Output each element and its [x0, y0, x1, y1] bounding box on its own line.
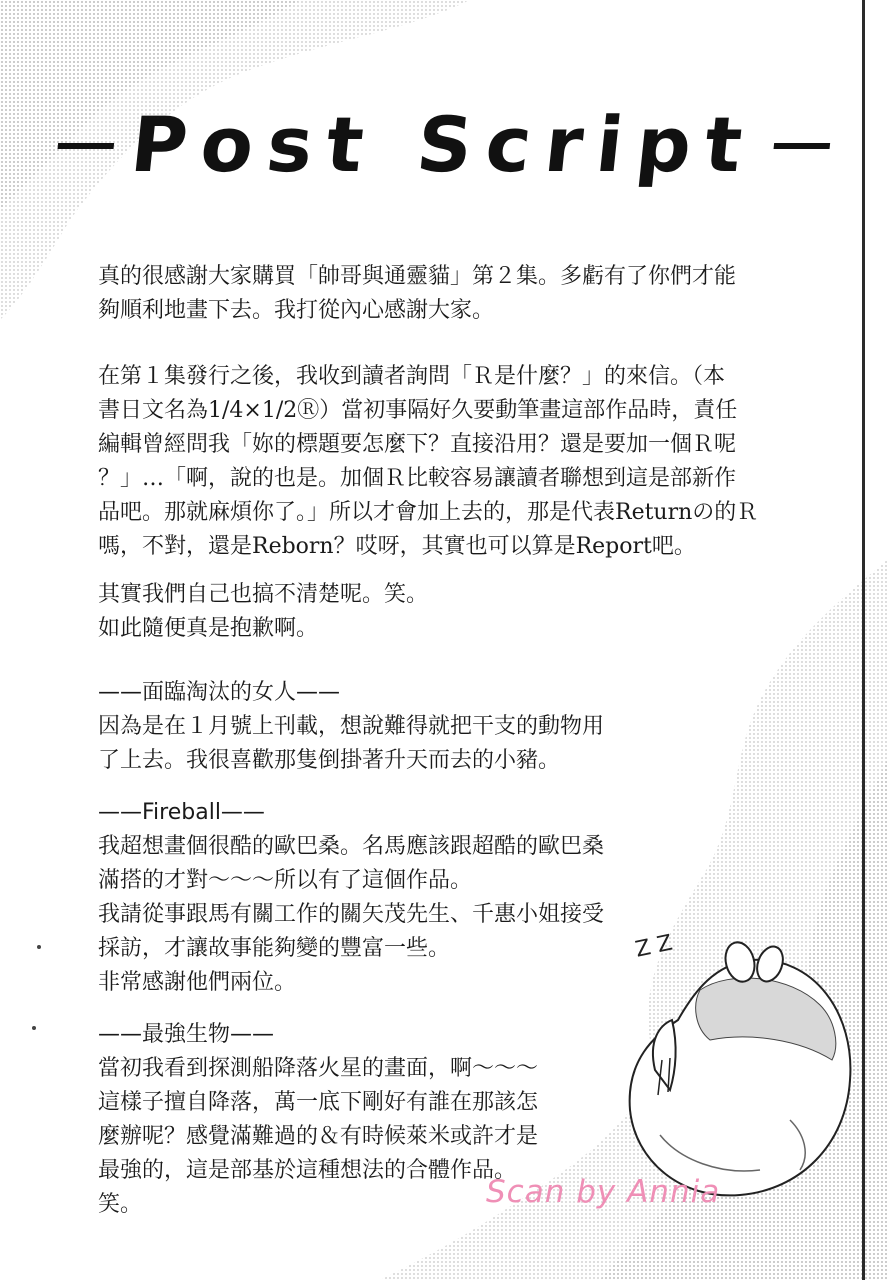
text-line: 麼辦呢？感覺滿難過的＆有時候萊米或許才是 [98, 1124, 539, 1149]
section-heading: ——面臨淘汰的女人—— [98, 680, 341, 705]
text-line: 嗎，不對，還是Reborn？哎呀，其實也可以算是Report吧。 [98, 534, 696, 559]
text-line: 滿搭的才對～～～所以有了這個作品。 [98, 868, 473, 893]
section-heading: ——Fireball—— [98, 800, 265, 825]
text-line: 夠順利地畫下去。我打從內心感謝大家。 [98, 298, 495, 323]
story-section-1 [98, 676, 604, 778]
page-title [0, 100, 887, 189]
text-line: 當初我看到探測船降落火星的畫面，啊～～～ [98, 1056, 539, 1081]
page-edge-line [862, 0, 865, 1280]
title-right-dash [773, 143, 830, 149]
story-section-3 [98, 1018, 538, 1222]
about-r-paragraph [98, 360, 758, 564]
text-line: 品吧。那就麻煩你了。」所以才會加上去的，那是代表Returnの的Ｒ [98, 500, 759, 525]
text-line: 編輯曾經問我「妳的標題要怎麼下？直接沿用？還是要加一個Ｒ呢 [98, 432, 737, 457]
intro-paragraph [98, 260, 736, 328]
text-line: 在第１集發行之後，我收到讀者詢問「Ｒ是什麼？」的來信。（本 [98, 364, 726, 389]
text-line: 這樣子擅自降落，萬一底下剛好有誰在那該怎 [98, 1090, 539, 1115]
story-section-2 [98, 796, 604, 1000]
text-line: 採訪，才讓故事能夠變的豐富一些。 [98, 936, 451, 961]
text-line: 了上去。我很喜歡那隻倒掛著升天而去的小豬。 [98, 748, 561, 773]
text-line: 非常感謝他們兩位。 [98, 970, 297, 995]
title-left-dash [57, 143, 114, 149]
text-line: 我請從事跟馬有關工作的關矢茂先生、千惠小姐接受 [98, 902, 605, 927]
text-line: 因為是在１月號上刊載，想說難得就把干支的動物用 [98, 714, 605, 739]
text-line: 其實我們自己也搞不清楚呢。笑。 [98, 582, 429, 607]
scan-speck [32, 1026, 36, 1030]
text-line: 笑。 [98, 1192, 143, 1217]
confession-paragraph [98, 578, 428, 646]
text-line: 最強的，這是部基於這種想法的合體作品。 [98, 1158, 517, 1183]
sleep-zz-mark: Z Z [633, 930, 675, 963]
text-line: 書日文名為1/4×1/2Ⓡ）當初事隔好久要動筆畫這部作品時，責任 [98, 398, 738, 423]
title-text: Post Script [126, 100, 761, 189]
text-line: 真的很感謝大家購買「帥哥與通靈貓」第２集。多虧有了你們才能 [98, 264, 737, 289]
text-line: 如此隨便真是抱歉啊。 [98, 616, 319, 641]
scanner-watermark: Scan by Annia [486, 1174, 721, 1210]
section-heading: ——最強生物—— [98, 1022, 275, 1047]
text-line: 我超想畫個很酷的歐巴桑。名馬應該跟超酷的歐巴桑 [98, 834, 605, 859]
text-line: ？」…「啊，說的也是。加個Ｒ比較容易讓讀者聯想到這是部新作 [98, 466, 737, 491]
scan-speck [37, 945, 41, 949]
